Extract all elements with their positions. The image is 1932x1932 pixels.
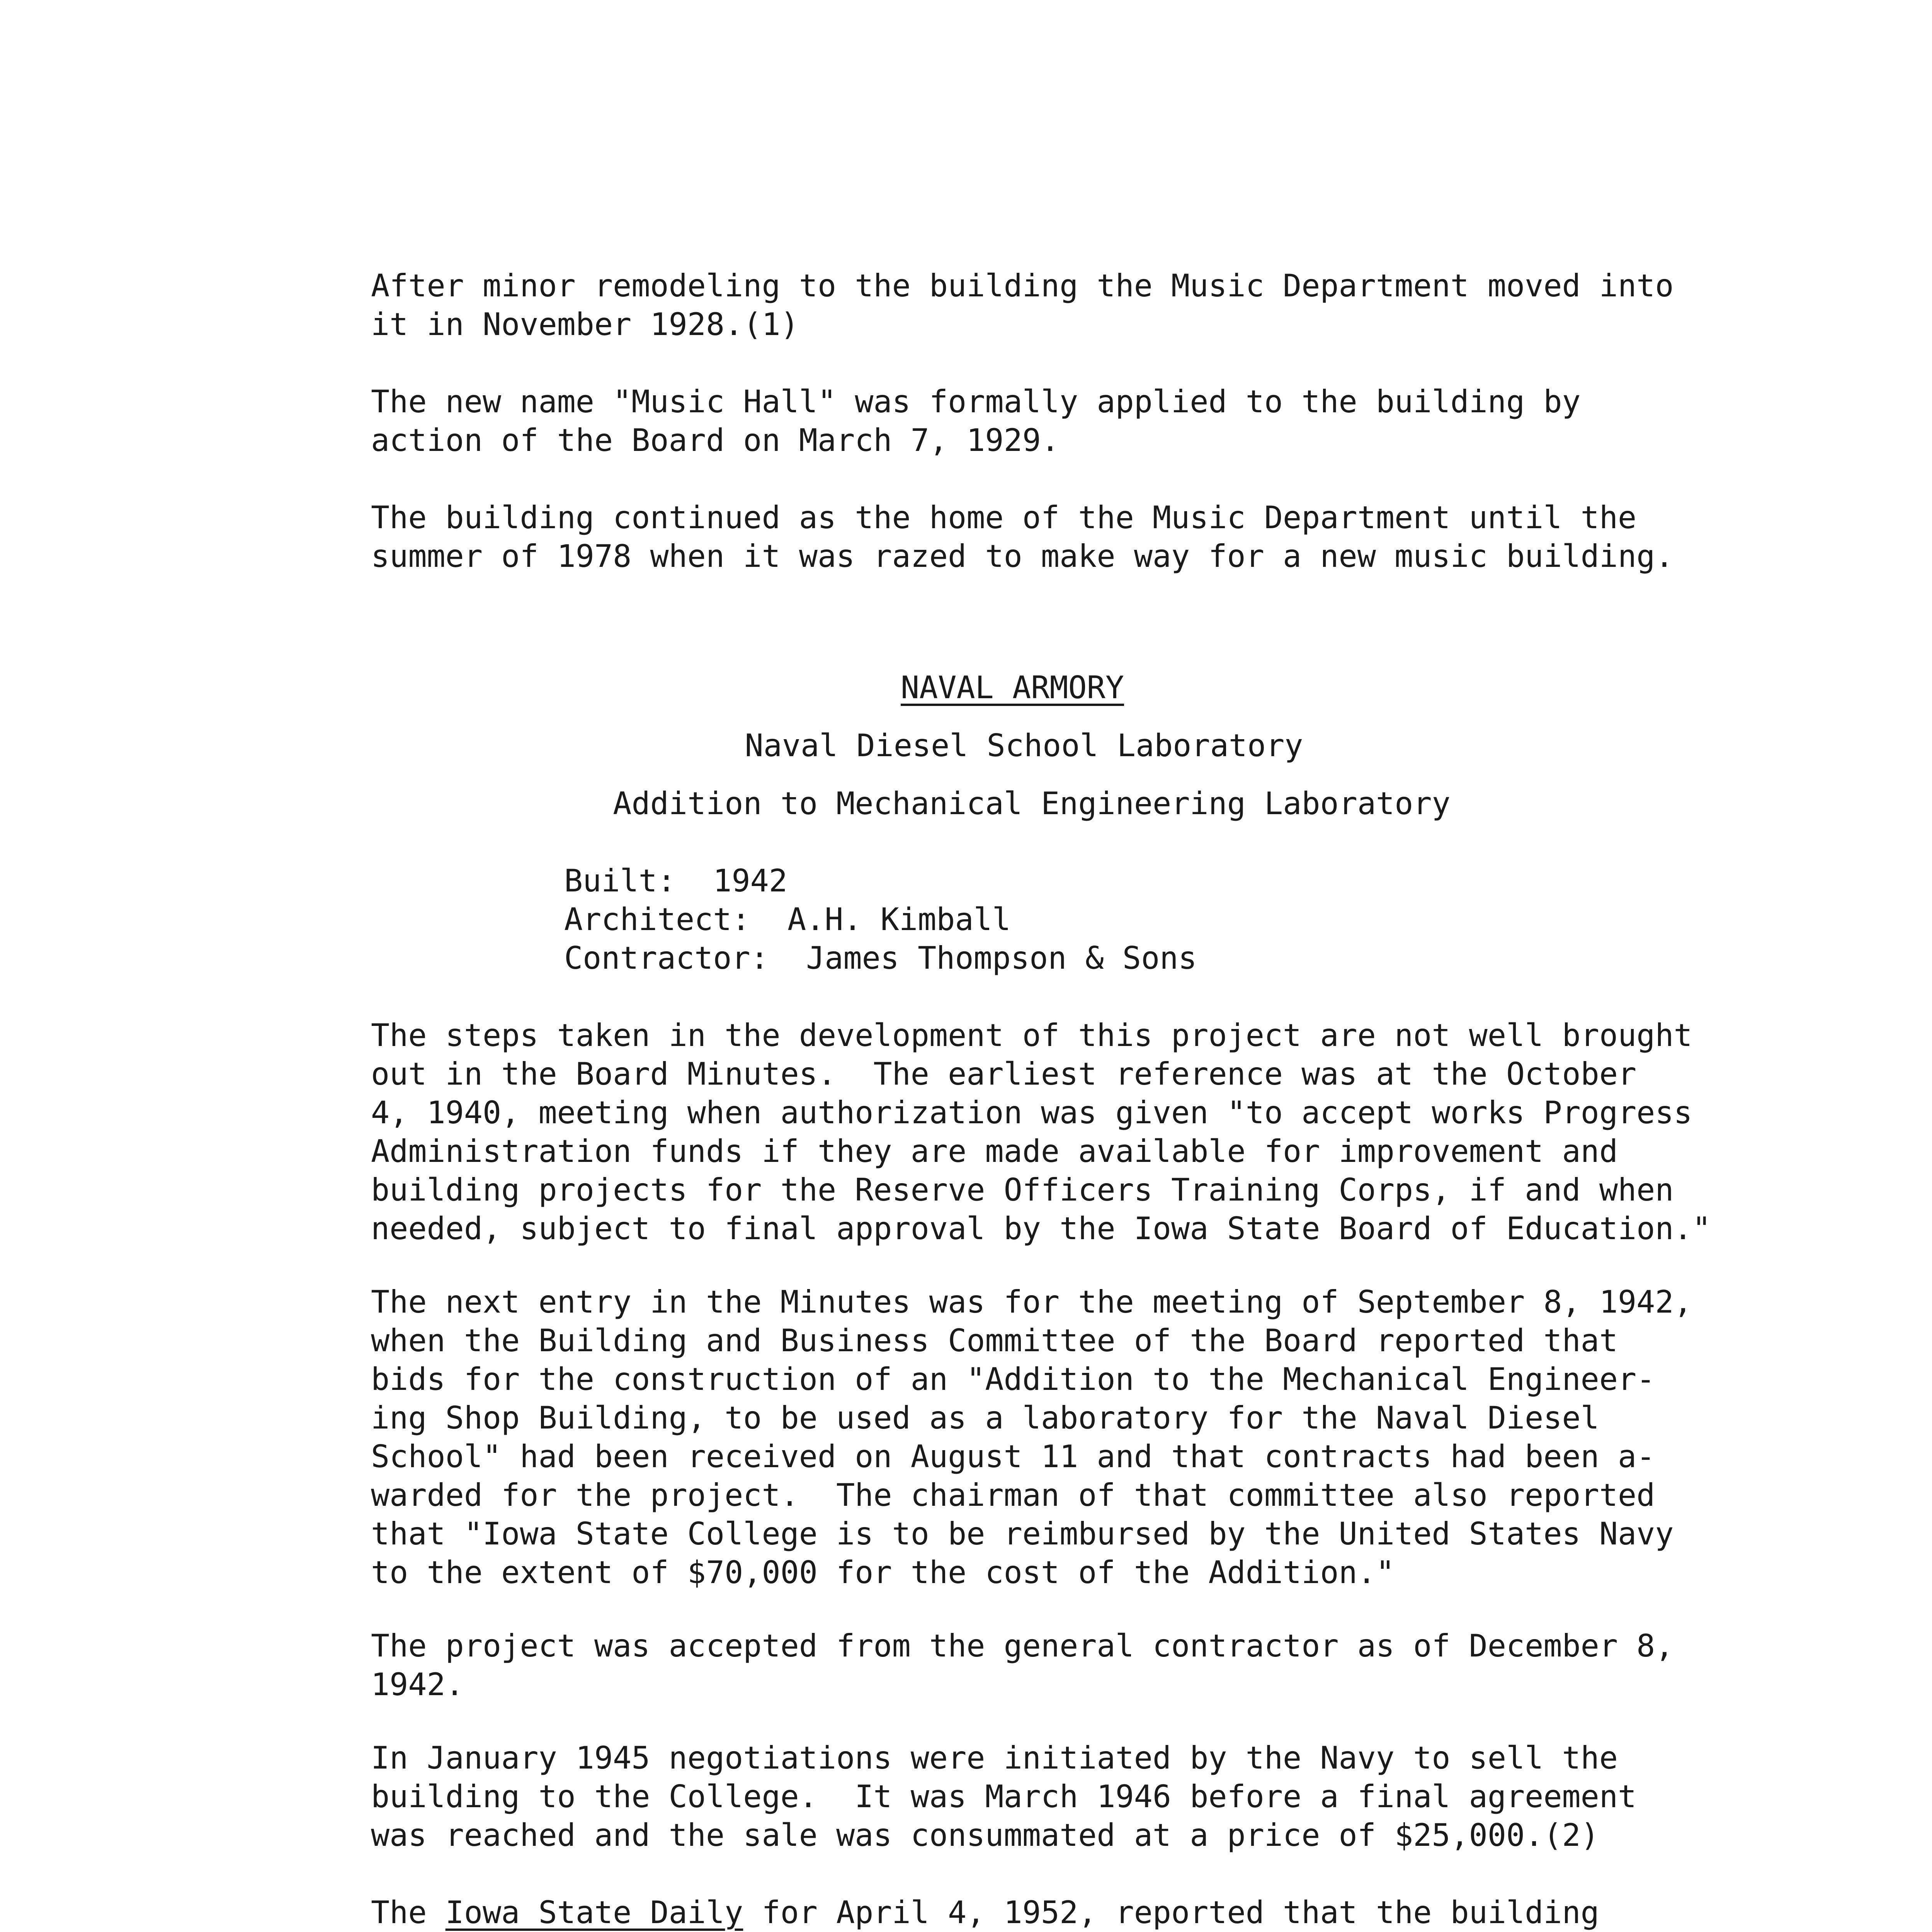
paragraph-project-accepted: The project was accepted from the general contractor as of December 8, 1942.	[371, 1628, 1674, 1702]
section-subtitle-1: Naval Diesel School Laboratory	[745, 728, 1303, 764]
detail-built-value: 1942	[713, 863, 787, 899]
section-subtitle-2: Addition to Mechanical Engineering Laboratory	[613, 786, 1451, 821]
paragraph-music-hall-name: The new name "Music Hall" was formally applied to the building by action of the Board on March 7, 1929.	[371, 384, 1581, 458]
detail-architect-value: A.H. Kimball	[787, 901, 1011, 937]
publication-title: Iowa State Daily	[445, 1895, 743, 1930]
detail-contractor-label: Contractor:	[564, 940, 769, 976]
detail-contractor-value: James Thompson & Sons	[806, 940, 1197, 976]
paragraph-building-razed: The building continued as the home of the Music Department until the summer of 1978 when it was razed to make way for a new music building.	[371, 500, 1674, 574]
paragraph-next-entry: The next entry in the Minutes was for the meeting of September 8, 1942, when the Building and Business Committee of the Board reported that bids for the construction of an "Addition to the Mechanical Engineer- ing Shop Building, to be used as a laboratory for the Naval Diesel School" had been received on August 11 and that contracts had been a- warded for the project. The chairman of that committee also reported that "Iowa State College is to be reimbursed by the United States Navy to the extent of $70,000 for the cost of the Addition."	[371, 1284, 1692, 1590]
paragraph-music-dept-move: After minor remodeling to the building the Music Department moved into it in November 1928.(1)	[371, 268, 1674, 342]
detail-built-label: Built:	[564, 863, 676, 899]
paragraph-navy-sale: In January 1945 negotiations were initiated by the Navy to sell the building to the College. It was March 1946 before a final agreement was reached and the sale was consummated at a price of $25,000.(2)	[371, 1740, 1637, 1853]
paragraph-suffix: for April 4, 1952, reported that the building	[743, 1895, 1599, 1930]
detail-architect-label: Architect:	[564, 901, 750, 937]
building-details	[564, 862, 1197, 978]
section-heading-text: NAVAL ARMORY	[901, 670, 1124, 706]
detail-built	[564, 862, 1197, 900]
section-heading	[27, 668, 1932, 707]
paragraph-prefix: The	[371, 1895, 446, 1930]
detail-architect	[564, 900, 1197, 939]
detail-contractor	[564, 939, 1197, 978]
paragraph-project-steps: The steps taken in the development of this project are not well brought out in the Board Minutes. The earliest reference was at the October 4, 1940, meeting when authorization was given "to accept works Progress Administration funds if they are made available for improvement and building projects for the Reserve Officers Training Corps, if and when needed, subject to final approval by the Iowa State Board of Education."	[371, 1017, 1711, 1247]
paragraph-iowa-state-daily	[371, 1893, 1762, 1932]
